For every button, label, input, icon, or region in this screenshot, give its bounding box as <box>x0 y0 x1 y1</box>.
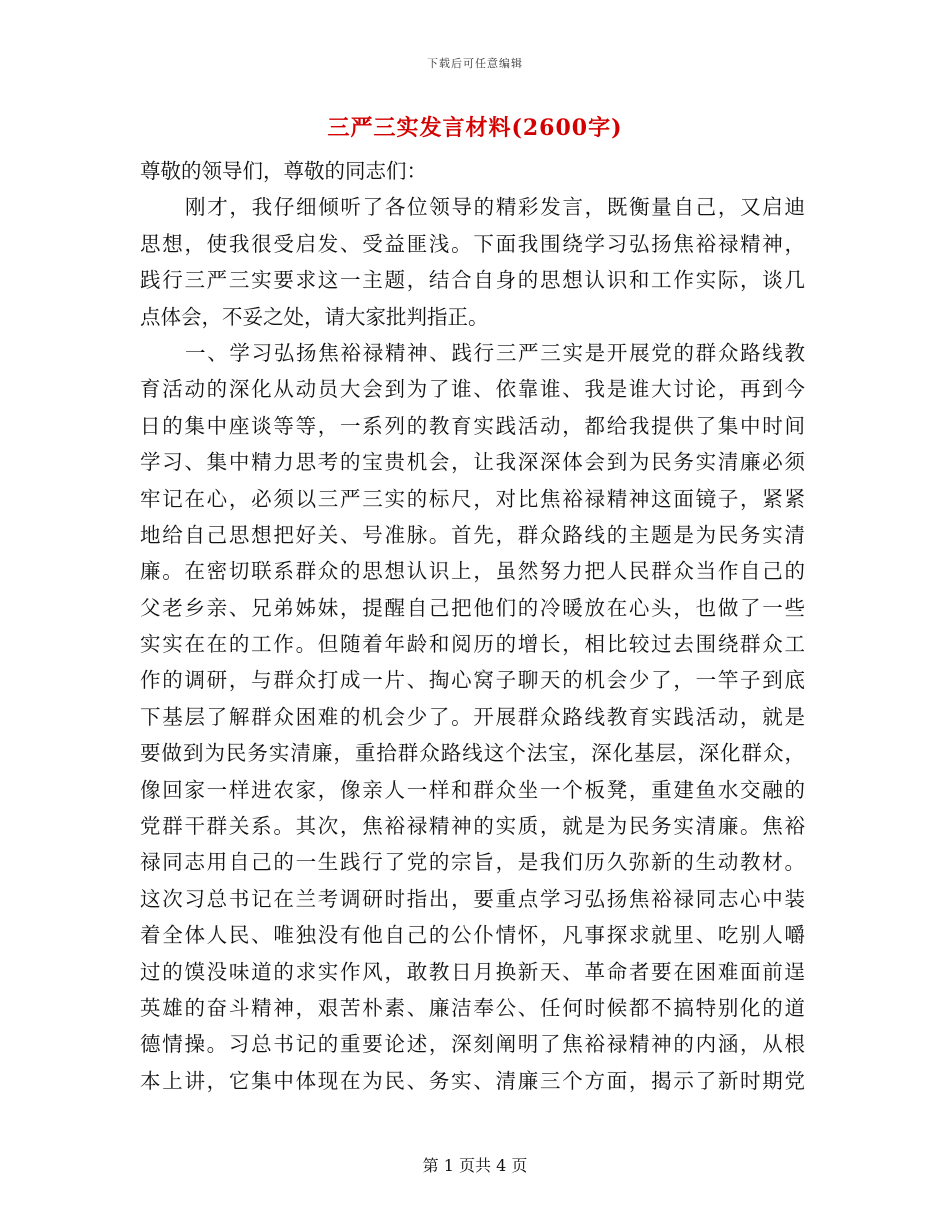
page-header-note: 下载后可任意编辑 <box>427 57 523 70</box>
paragraph-line: 着全体人民、唯独没有他自己的公仆情怀，凡事探求就里、吃别人嚼 <box>140 923 805 948</box>
paragraph-line: 下基层了解群众困难的机会少了。开展群众路线教育实践活动，就是 <box>140 704 805 729</box>
paragraph-line: 德情操。习总书记的重要论述，深刻阐明了焦裕禄精神的内涵，从根 <box>140 1032 805 1057</box>
paragraph-line: 像回家一样进农家，像亲人一样和群众坐一个板凳，重建鱼水交融的 <box>140 777 805 802</box>
paragraph-line: 育活动的深化从动员大会到为了谁、依靠谁、我是谁大讨论，再到今 <box>140 377 805 402</box>
document-body <box>140 153 805 1099</box>
paragraph-line: 思想，使我很受启发、受益匪浅。下面我围绕学习弘扬焦裕禄精神， <box>140 231 805 256</box>
paragraph-line: 要做到为民务实清廉，重拾群众路线这个法宝，深化基层，深化群众， <box>140 741 805 766</box>
paragraph-line: 本上讲，它集中体现在为民、务实、清廉三个方面，揭示了新时期党 <box>140 1068 805 1093</box>
paragraph-line: 禄同志用自己的一生践行了党的宗旨，是我们历久弥新的生动教材。 <box>140 850 805 875</box>
paragraph-line: 日的集中座谈等等，一系列的教育实践活动，都给我提供了集中时间 <box>140 413 805 438</box>
paragraph-line: 践行三严三实要求这一主题，结合自身的思想认识和工作实际，谈几 <box>140 268 805 293</box>
paragraph-line: 父老乡亲、兄弟姊妹，提醒自己把他们的冷暖放在心头，也做了一些 <box>140 595 805 620</box>
page-number-footer: 第 1 页共 4 页 <box>422 1156 528 1175</box>
paragraph-line: 这次习总书记在兰考调研时指出，要重点学习弘扬焦裕禄同志心中装 <box>140 886 805 911</box>
paragraph-line: 牢记在心，必须以三严三实的标尺，对比焦裕禄精神这面镜子，紧紧 <box>140 486 805 511</box>
salutation-line: 尊敬的领导们，尊敬的同志们： <box>140 159 427 183</box>
paragraph-line: 廉。在密切联系群众的思想认识上，虽然努力把人民群众当作自己的 <box>140 559 805 584</box>
paragraph-line: 过的馍没味道的求实作风，敢教日月换新天、革命者要在困难面前逞 <box>140 959 805 984</box>
paragraph-line: 一、学习弘扬焦裕禄精神、践行三严三实是开展党的群众路线教 <box>185 340 805 365</box>
paragraph-line: 作的调研，与群众打成一片、掏心窝子聊天的机会少了，一竿子到底 <box>140 668 805 693</box>
paragraph-line: 学习、集中精力思考的宝贵机会，让我深深体会到为民务实清廉必须 <box>140 450 805 475</box>
paragraph-line: 地给自己思想把好关、号准脉。首先，群众路线的主题是为民务实清 <box>140 522 805 547</box>
paragraph-line: 英雄的奋斗精神，艰苦朴素、廉洁奉公、任何时候都不搞特别化的道 <box>140 995 805 1020</box>
paragraph-line: 刚才，我仔细倾听了各位领导的精彩发言，既衡量自己，又启迪 <box>185 195 805 220</box>
paragraph-line: 党群干群关系。其次，焦裕禄精神的实质，就是为民务实清廉。焦裕 <box>140 814 805 839</box>
paragraph-line: 点体会，不妥之处，请大家批判指正。 <box>140 304 489 329</box>
paragraph-line: 实实在在的工作。但随着年龄和阅历的增长，相比较过去围绕群众工 <box>140 632 805 657</box>
document-title: 三严三实发言材料(2600字) <box>327 115 623 141</box>
